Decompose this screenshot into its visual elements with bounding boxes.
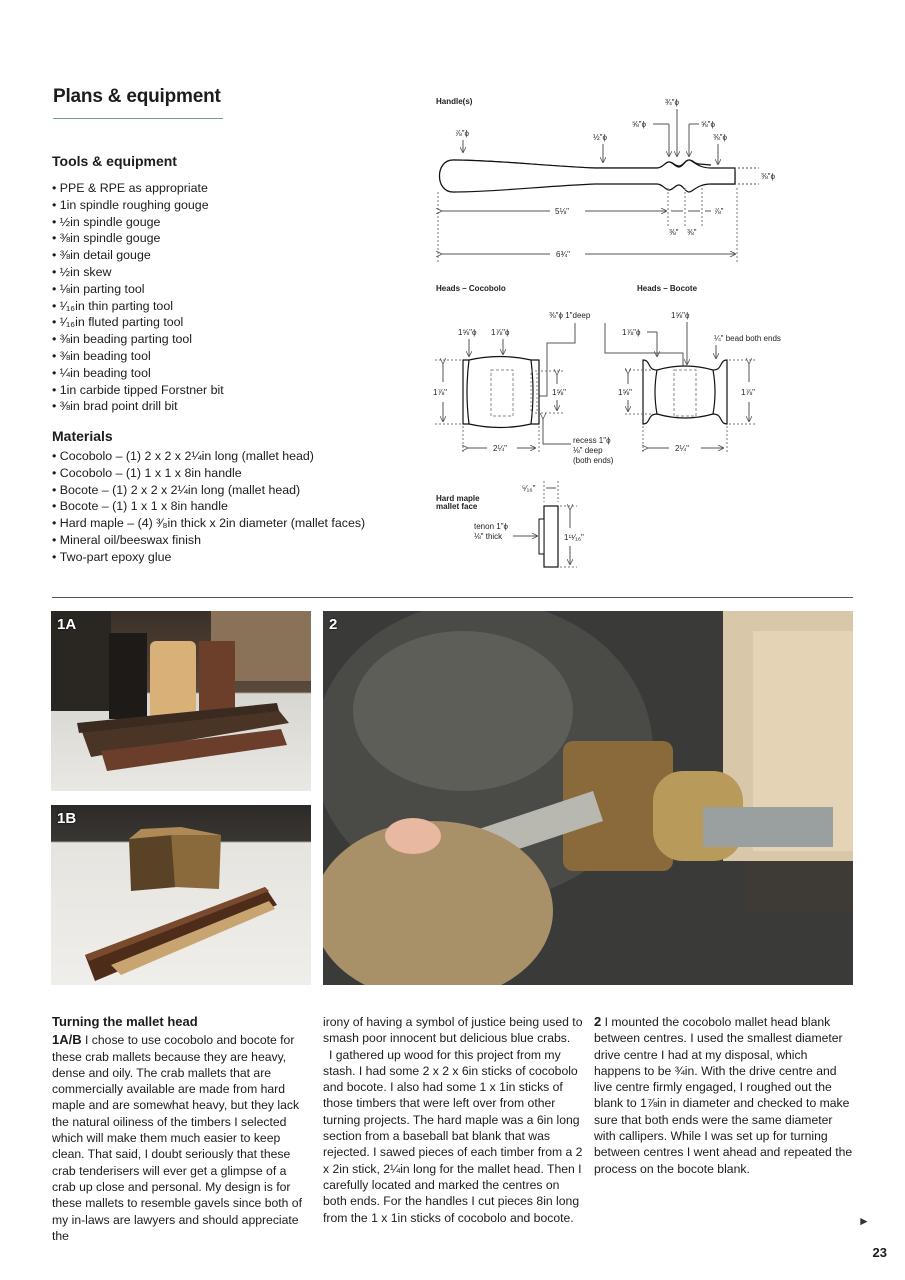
tools-list [52, 180, 382, 415]
dim-maple-tenon-2: ⅛" thick [474, 532, 503, 541]
dim-handle-tenon: ⅜"ϕ [713, 133, 727, 142]
dim-c-face: 1⅝" [552, 388, 566, 397]
tool-item: • ⅜in detail gouge [52, 247, 382, 264]
tool-item: • ½in spindle gouge [52, 214, 382, 231]
dim-handle-len-a: ⅜" [669, 228, 679, 237]
article-column-1 [52, 1014, 310, 1244]
tools-heading: Tools & equipment [52, 153, 177, 169]
dim-b-end-dia: 1⅞"ϕ [622, 328, 641, 337]
material-item: • Mineral oil/beeswax finish [52, 532, 402, 549]
article-paragraph-1 [52, 1032, 310, 1244]
dim-c-height: 1⅞" [433, 388, 447, 397]
photo-1a-art [51, 611, 311, 791]
photo-2 [323, 611, 853, 985]
tool-item: • PPE & RPE as appropriate [52, 180, 382, 197]
materials-list [52, 448, 402, 566]
cocobolo-title: Heads – Cocobolo [436, 284, 506, 293]
dim-handle-len-main: 5⅛" [555, 207, 569, 216]
handle-title: Handle(s) [436, 97, 473, 106]
dim-recess-1: recess 1"ϕ [573, 436, 611, 445]
maple-title-2: mallet face [436, 502, 478, 511]
photo-1a [51, 611, 311, 791]
material-item: • Bocote – (1) 1 x 1 x 8in handle [52, 498, 402, 515]
photo-1b-label: 1B [57, 810, 77, 827]
step-label-2: 2 [594, 1014, 602, 1029]
dim-b-face: 1⅝" [618, 388, 632, 397]
dim-recess-2: ⅛" deep [573, 446, 603, 455]
dim-handle-end-dia: ⅞"ϕ [455, 129, 469, 138]
title-underline [53, 118, 223, 119]
dim-c-mid-dia: 1⅞"ϕ [491, 328, 510, 337]
bocote-title: Heads – Bocote [637, 284, 698, 293]
photo-2-label: 2 [329, 616, 338, 633]
maple-face [544, 506, 558, 567]
material-item: • Bocote – (1) 2 x 2 x 2¼in long (mallet head) [52, 482, 402, 499]
handle-shape [440, 160, 736, 192]
tool-item: • ⅜in brad point drill bit [52, 398, 382, 415]
cocobolo-head [463, 357, 539, 428]
article-paragraph-4-text: I mounted the cocobolo mallet head blank between centres. I used the smallest diameter drive centre I had at my disposal, which happens to be ¾in. With the drive centre and live centre firmly engaged, I roughed out the blank to 1⅞in in diameter and checked to make sure that both ends were the same diameter with callipers. While I was set up for turning between centres I went ahead and repeated the process on the bocote blank. [594, 1015, 853, 1176]
dim-handle-neck-dia: ¾"ϕ [665, 98, 679, 107]
tool-item: • ¹⁄₁₆in fluted parting tool [52, 314, 382, 331]
tool-item: • 1in carbide tipped Forstner bit [52, 382, 382, 399]
photo-1b [51, 805, 311, 985]
article-paragraph-3: I gathered up wood for this project from my stash. I had some 2 x 2 x 6in sticks of cocobolo and bocote. I also had some 1 x 1in sticks of those timbers that were left over from other turning projects. The hard maple was a 6in long section from a baseball bat blank that was rejected. I sawed pieces of each timber from a 2 x 2in stick, 2¼in long for the mallet head. Then I carefully located and marked the centres on both ends. For the handles I cut pieces 8in long from the 1 x 1in sticks of cocobolo and bocote. [323, 1047, 583, 1225]
dim-maple-thickness: ⁵⁄₁₆" [522, 484, 536, 493]
tool-item: • ⅜in beading tool [52, 348, 382, 365]
material-item: • Cocobolo – (1) 2 x 2 x 2¼in long (mallet head) [52, 448, 402, 465]
dim-b-mid-dia: 1⅝"ϕ [671, 311, 690, 320]
dim-maple-height: 1¹¹⁄₁₆" [564, 533, 584, 542]
dim-maple-tenon-1: tenon 1"ϕ [474, 522, 509, 531]
tool-item: • ⅜in beading parting tool [52, 331, 382, 348]
photo-1b-art [51, 805, 311, 985]
tool-item: • ¼in beading tool [52, 365, 382, 382]
tool-item: • ⅛in parting tool [52, 281, 382, 298]
article-column-3 [594, 1014, 856, 1177]
tool-item: • 1in spindle roughing gouge [52, 197, 382, 214]
dim-b-bead: ¼" bead both ends [714, 334, 781, 343]
section-title: Plans & equipment [53, 86, 221, 107]
article-paragraph-2: irony of having a symbol of justice being used to smash poor innocent but delicious blue crabs. [323, 1015, 583, 1046]
article-paragraph-4 [594, 1014, 856, 1177]
dim-hole: ⅜"ϕ 1"deep [549, 311, 591, 320]
dim-handle-mid-dia: ½"ϕ [593, 133, 607, 142]
page-number: 23 [872, 1245, 887, 1260]
material-item: • Hard maple – (4) ³⁄₈in thick x 2in diameter (mallet faces) [52, 515, 402, 532]
material-item: • Two-part epoxy glue [52, 549, 402, 566]
article-heading: Turning the mallet head [52, 1014, 198, 1029]
tool-item: • ½in skew [52, 264, 382, 281]
dim-b-height: 1⅞" [741, 388, 755, 397]
tool-item: • ⅜in spindle gouge [52, 230, 382, 247]
materials-heading: Materials [52, 428, 113, 444]
article-paragraph-1-text: I chose to use cocobolo and bocote for these crab mallets because they are heavy, dense and oily. The crab mallets that are commercially available are made from hard maple and are somewhat heavy, but they lack the natural oiliness of the timbers I selected which will make them much easier to keep clean. That said, I doubt seriously that these crab tenderisers will ever get a glimpse of a crab up close and personal. My design is for these mallets to resemble gavels since both of my in-laws are lawyers and should appreciate the [52, 1033, 302, 1243]
dim-handle-len-total: 6¾" [556, 250, 570, 259]
maple-tenon [539, 519, 544, 554]
dim-c-len: 2¼" [493, 444, 507, 453]
dim-handle-tip: ⅜"ϕ [761, 172, 775, 181]
photo-1a-label: 1A [57, 616, 77, 633]
section-divider [52, 597, 853, 598]
material-item: • Cocobolo – (1) 1 x 1 x 8in handle [52, 465, 402, 482]
maple-title-1: Hard maple [436, 494, 480, 503]
step-label-1ab: 1A/B [52, 1032, 82, 1048]
continue-arrow-icon: ► [858, 1214, 870, 1228]
dim-handle-len-tip: ⅞" [714, 207, 724, 216]
article-column-2 [323, 1014, 585, 1226]
tool-item: • ¹⁄₁₆in thin parting tool [52, 298, 382, 315]
dim-handle-bead2: ⅝"ϕ [701, 120, 715, 129]
dim-c-end-dia: 1⅝"ϕ [458, 328, 477, 337]
photo-2-art [323, 611, 853, 985]
dim-b-len: 2¼" [675, 444, 689, 453]
plans-diagram [425, 88, 825, 580]
dim-handle-len-b: ⅜" [687, 228, 697, 237]
dim-recess-3: (both ends) [573, 456, 614, 465]
dim-handle-bead1: ⅝"ϕ [632, 120, 646, 129]
